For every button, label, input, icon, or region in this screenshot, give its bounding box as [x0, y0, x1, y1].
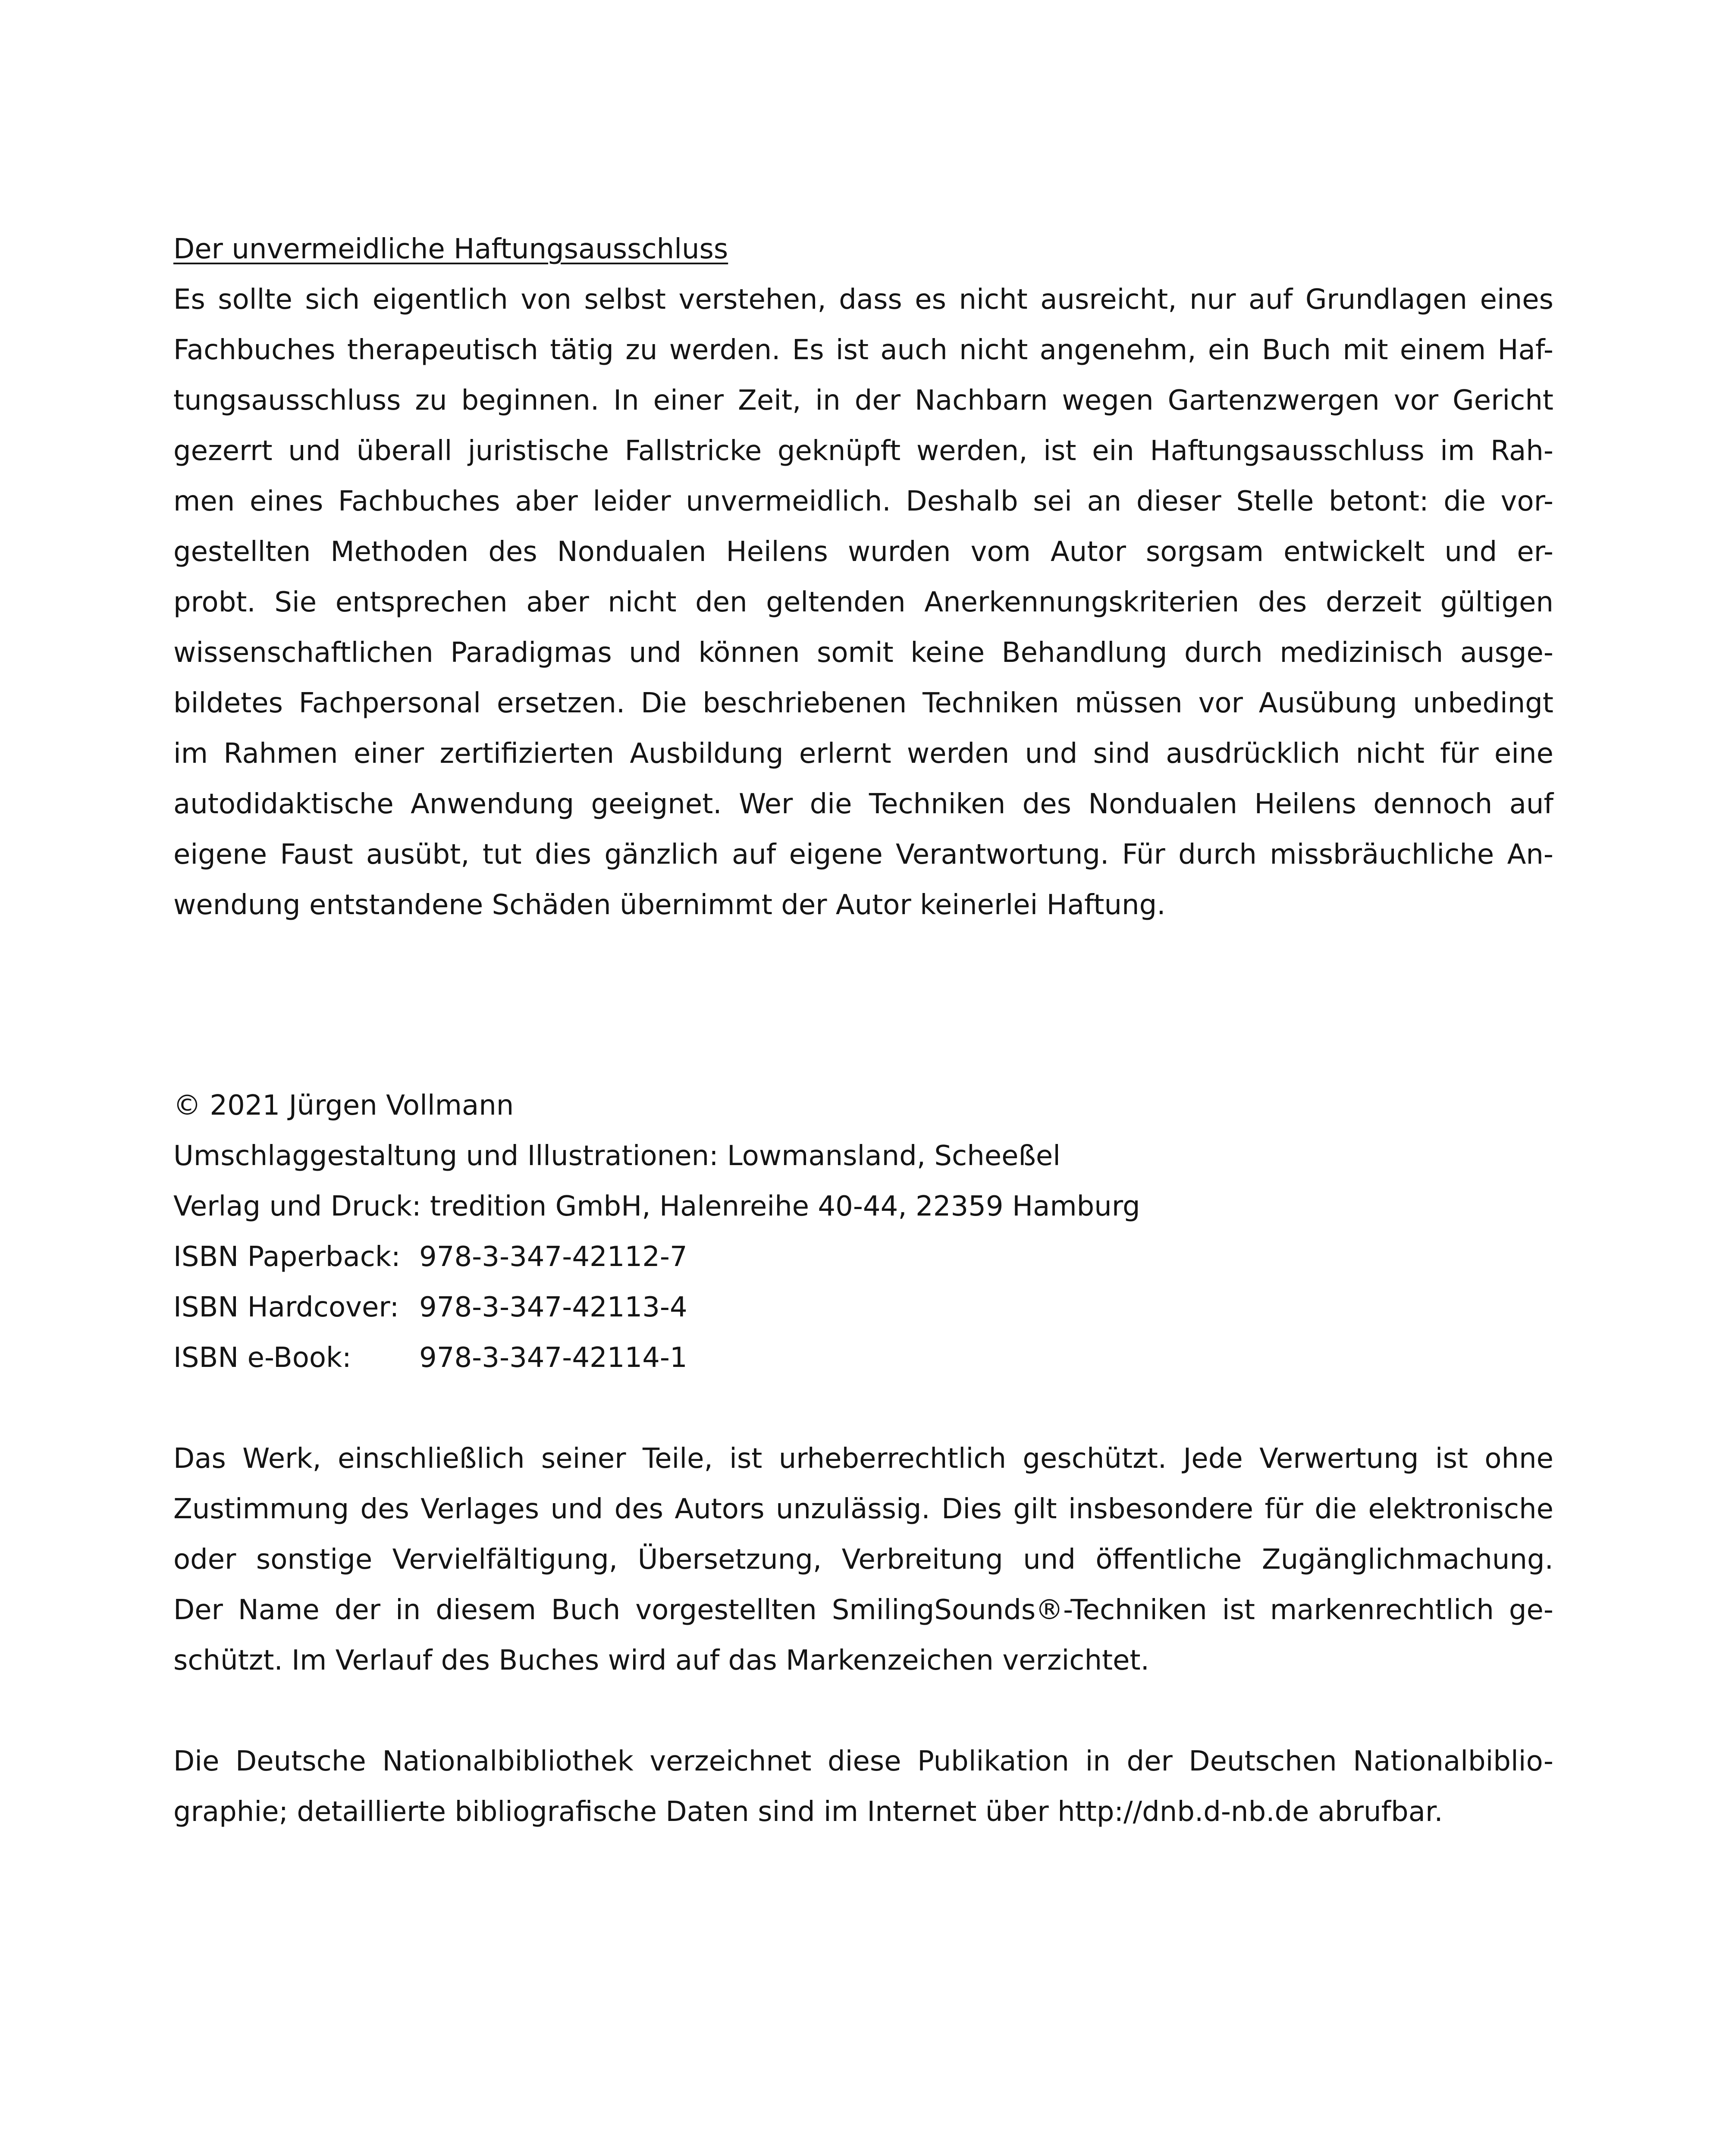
disclaimer-line: wissenschaftlichen Paradigmas und können somit keine Behandlung durch medizinisch ausge-: [173, 637, 1553, 669]
isbn-row: [173, 1232, 1553, 1282]
disclaimer-line: Es sollte sich eigentlich von selbst verstehen, dass es nicht ausreicht, nur auf Grundlagen eines: [173, 284, 1553, 316]
copyright-notice-line: Das Werk, einschließlich seiner Teile, ist urheberrechtlich geschützt. Jede Verwertung ist ohne: [173, 1443, 1553, 1475]
isbn-value: 978-3-347-42113-4: [419, 1291, 687, 1323]
disclaimer-line: gestellten Methoden des Nondualen Heilens wurden vom Autor sorgsam entwickelt und er-: [173, 536, 1553, 568]
dnb-notice-section: [173, 1736, 1553, 1837]
disclaimer-heading: Der unvermeidliche Haftungsausschluss: [173, 233, 728, 265]
isbn-label: ISBN Hardcover:: [173, 1291, 399, 1323]
disclaimer-line: Fachbuches therapeutisch tätig zu werden. Es ist auch nicht angenehm, ein Buch mit einem Haf-: [173, 334, 1553, 366]
dnb-notice-line: Die Deutsche Nationalbibliothek verzeichnet diese Publikation in der Deutschen Nationalbiblio-: [173, 1745, 1553, 1777]
publisher-line: Verlag und Druck: tredition GmbH, Halenreihe 40-44, 22359 Hamburg: [173, 1191, 1140, 1222]
isbn-row: [173, 1282, 1553, 1333]
disclaimer-line: gezerrt und überall juristische Fallstricke geknüpft werden, ist ein Haftungsausschluss im Rah-: [173, 435, 1553, 467]
isbn-label: ISBN Paperback:: [173, 1241, 401, 1273]
copyright-notice-line: Der Name der in diesem Buch vorgestellten SmilingSounds®-Techniken ist markenrechtlich ge-: [173, 1594, 1553, 1626]
section-spacer: [173, 1686, 1553, 1736]
isbn-value: 978-3-347-42114-1: [419, 1342, 687, 1374]
copyright-notice-line: oder sonstige Vervielfältigung, Übersetzung, Verbreitung und öffentliche Zugänglichmachung.: [173, 1544, 1553, 1576]
section-spacer: [173, 1383, 1553, 1434]
copyright-notice-section: [173, 1434, 1553, 1686]
dnb-notice-line: graphie; detaillierte bibliografische Daten sind im Internet über http://dnb.d-nb.de abrufbar.: [173, 1796, 1443, 1828]
disclaimer-line: tungsausschluss zu beginnen. In einer Zeit, in der Nachbarn wegen Gartenzwergen vor Gericht: [173, 385, 1553, 417]
copyright-notice-line: Zustimmung des Verlages und des Autors unzulässig. Dies gilt insbesondere für die elektronische: [173, 1493, 1553, 1525]
copyright-notice-line: schützt. Im Verlauf des Buches wird auf das Markenzeichen verzichtet.: [173, 1645, 1149, 1677]
imprint-section: [173, 1081, 1553, 1383]
isbn-row: [173, 1333, 1553, 1383]
disclaimer-line: eigene Faust ausübt, tut dies gänzlich auf eigene Verantwortung. Für durch missbräuchliche An-: [173, 839, 1553, 871]
disclaimer-line: probt. Sie entsprechen aber nicht den geltenden Anerkennungskriterien des derzeit gültigen: [173, 586, 1553, 618]
disclaimer-line: im Rahmen einer zertifizierten Ausbildung erlernt werden und sind ausdrücklich nicht für eine: [173, 738, 1553, 770]
disclaimer-section: [173, 224, 1553, 931]
disclaimer-line: wendung entstandene Schäden übernimmt der Autor keinerlei Haftung.: [173, 889, 1166, 921]
disclaimer-line: bildetes Fachpersonal ersetzen. Die beschriebenen Techniken müssen vor Ausübung unbedingt: [173, 687, 1553, 719]
disclaimer-line: men eines Fachbuches aber leider unvermeidlich. Deshalb sei an dieser Stelle betont: die vor-: [173, 486, 1553, 517]
cover-credit-line: Umschlaggestaltung und Illustrationen: Lowmansland, Scheeßel: [173, 1140, 1061, 1172]
isbn-value: 978-3-347-42112-7: [419, 1241, 687, 1273]
book-imprint-page: [173, 224, 1553, 1837]
disclaimer-line: autodidaktische Anwendung geeignet. Wer die Techniken des Nondualen Heilens dennoch auf: [173, 788, 1553, 820]
section-spacer: [173, 931, 1553, 1081]
isbn-label: ISBN e-Book:: [173, 1342, 351, 1374]
copyright-line: © 2021 Jürgen Vollmann: [173, 1090, 514, 1122]
